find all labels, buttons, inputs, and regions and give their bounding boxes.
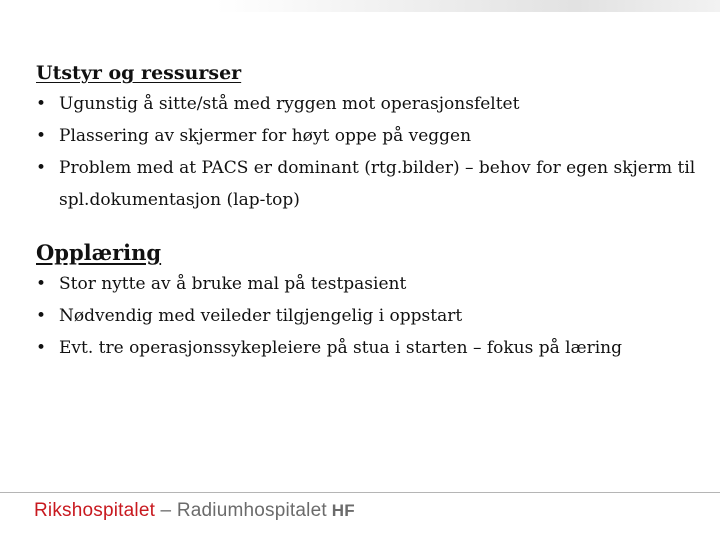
equipment-bullet-list: [36, 88, 696, 216]
bullet-item: [36, 88, 696, 120]
logo-rikshospitalet: Rikshospitalet: [34, 500, 156, 521]
bullet-text: Problem med at PACS er dominant (rtg.bilder) – behov for egen skjerm til spl.dokumentasjon (lap-top): [59, 158, 696, 210]
logo-separator: –: [155, 500, 177, 521]
bullet-text: Ugunstig å sitte/stå med ryggen mot operasjonsfeltet: [59, 94, 520, 114]
bullet-icon: •: [36, 306, 47, 326]
hospital-logo: [34, 500, 355, 522]
bullet-item: [36, 300, 696, 332]
bullet-icon: •: [36, 158, 47, 178]
section-heading-training: Opplæring: [36, 240, 162, 265]
bullet-icon: •: [36, 126, 47, 146]
section-heading-equipment: Utstyr og ressurser: [36, 62, 242, 84]
slide-body: [36, 58, 696, 364]
bullet-text: Evt. tre operasjonssykepleiere på stua i starten – fokus på læring: [59, 338, 622, 358]
bullet-icon: •: [36, 94, 47, 114]
bullet-icon: •: [36, 274, 47, 294]
bullet-text: Stor nytte av å bruke mal på testpasient: [59, 274, 407, 294]
bullet-item: [36, 268, 696, 300]
footer-divider: [0, 492, 720, 493]
training-bullet-list: [36, 268, 696, 364]
bullet-item: [36, 152, 696, 216]
logo-radiumhospitalet: Radiumhospitalet: [176, 500, 327, 521]
logo-hf: HF: [326, 501, 355, 520]
bullet-item: [36, 120, 696, 152]
bullet-icon: •: [36, 338, 47, 358]
header-gradient-band: [0, 0, 720, 12]
bullet-text: Plassering av skjermer for høyt oppe på veggen: [59, 126, 472, 146]
bullet-item: [36, 332, 696, 364]
bullet-text: Nødvendig med veileder tilgjengelig i oppstart: [59, 306, 463, 326]
